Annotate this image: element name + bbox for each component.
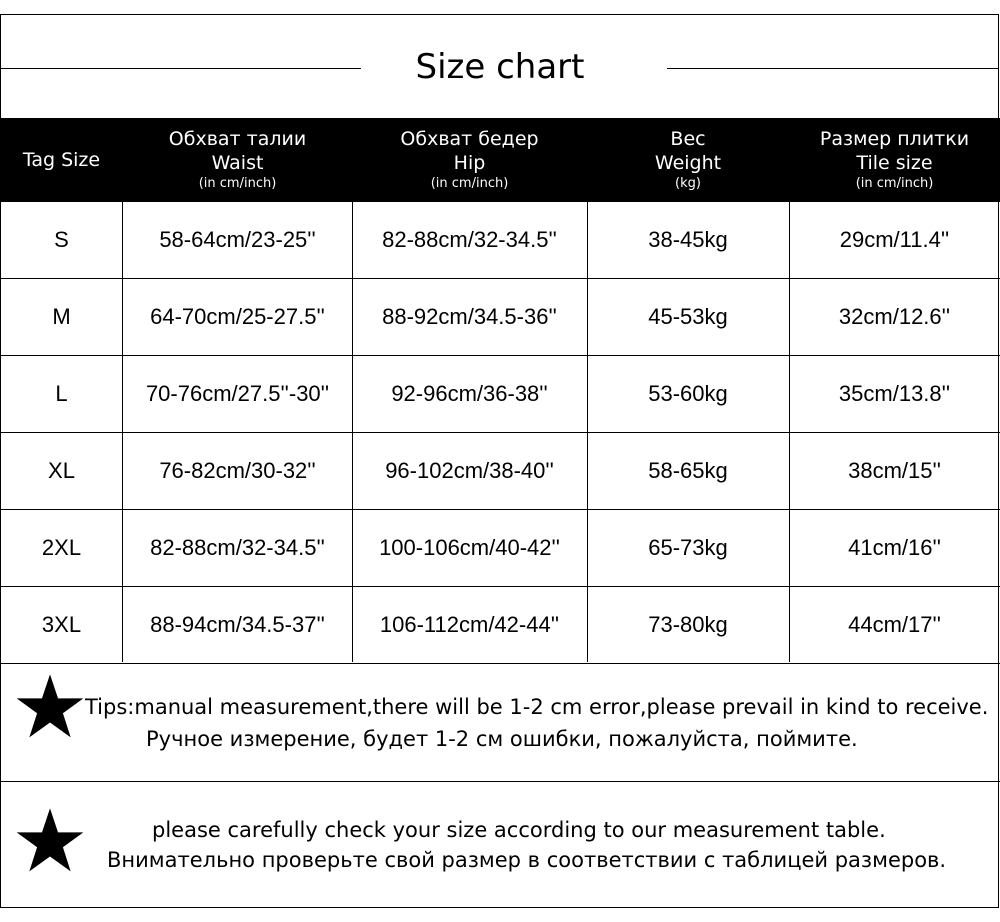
header-unit: (kg) xyxy=(675,176,701,191)
cell-tile-size: 44cm/17'' xyxy=(848,612,941,637)
cell-tag-size: 2XL xyxy=(41,535,82,560)
star-icon xyxy=(16,806,84,876)
header-label-ru: Вес xyxy=(670,128,706,150)
header-unit: (in cm/inch) xyxy=(198,176,277,191)
cell-weight: 58-65kg xyxy=(648,458,728,483)
cell-tile-size: 35cm/13.8'' xyxy=(838,381,951,406)
cell-hip: 100-106cm/40-42'' xyxy=(379,535,560,560)
cell-tag-size: M xyxy=(52,304,71,329)
table-row xyxy=(0,433,1000,510)
cell-weight: 65-73kg xyxy=(648,535,728,560)
header-label-ru: Обхват бедер xyxy=(400,128,539,150)
cell-tag-size: L xyxy=(55,381,68,406)
header-label: Hip xyxy=(453,152,486,174)
cell-tile-size: 38cm/15'' xyxy=(848,458,941,483)
tip-text-en: please carefully check your size according to our measurement table. xyxy=(152,818,886,842)
cell-hip: 92-96cm/36-38'' xyxy=(391,381,548,406)
table-row xyxy=(0,279,1000,356)
cell-hip: 88-92cm/34.5-36'' xyxy=(382,304,557,329)
cell-waist: 76-82cm/30-32'' xyxy=(159,458,316,483)
header-unit: (in cm/inch) xyxy=(430,176,509,191)
header-label-ru: Размер плитки xyxy=(819,128,970,150)
table-row xyxy=(0,587,1000,664)
table-row xyxy=(0,202,1000,279)
cell-hip: 106-112cm/42-44'' xyxy=(379,612,560,637)
header-tag-size xyxy=(0,118,123,202)
header-weight xyxy=(587,118,789,202)
cell-hip: 82-88cm/32-34.5'' xyxy=(382,227,557,252)
cell-tile-size: 32cm/12.6'' xyxy=(838,304,951,329)
title-left-rule xyxy=(0,68,361,69)
header-label: Weight xyxy=(654,152,722,174)
header-label: Waist xyxy=(211,152,264,174)
cell-waist: 82-88cm/32-34.5'' xyxy=(150,535,325,560)
table-header xyxy=(0,118,1000,202)
header-tile-size xyxy=(789,118,1000,202)
header-label-ru: Обхват талии xyxy=(168,128,307,150)
cell-waist: 64-70cm/25-27.5'' xyxy=(150,304,325,329)
tip-measurement xyxy=(0,662,1000,781)
header-label: Tile size xyxy=(856,152,933,174)
cell-weight: 45-53kg xyxy=(648,304,728,329)
cell-weight: 73-80kg xyxy=(648,612,728,637)
cell-weight: 53-60kg xyxy=(648,381,728,406)
header-unit: (in cm/inch) xyxy=(855,176,934,191)
header-label: Tag Size xyxy=(22,149,101,171)
tip-text-en: Tips:manual measurement,there will be 1-2 cm error,please prevail in kind to receive. xyxy=(85,695,989,719)
page-title: Size chart xyxy=(415,47,585,87)
cell-waist: 88-94cm/34.5-37'' xyxy=(150,612,325,637)
header-waist xyxy=(123,118,352,202)
cell-tile-size: 41cm/16'' xyxy=(848,535,941,560)
cell-hip: 96-102cm/38-40'' xyxy=(385,458,554,483)
table-row xyxy=(0,356,1000,433)
cell-waist: 70-76cm/27.5''-30'' xyxy=(145,381,330,406)
title-right-rule xyxy=(667,68,999,69)
tip-text-ru: Внимательно проверьте свой размер в соответствии с таблицей размеров. xyxy=(107,848,947,872)
cell-waist: 58-64cm/23-25'' xyxy=(159,227,316,252)
table-row xyxy=(0,510,1000,587)
header-hip xyxy=(352,118,587,202)
cell-weight: 38-45kg xyxy=(648,227,728,252)
tip-text-ru: Ручное измерение, будет 1-2 см ошибки, пожалуйста, поймите. xyxy=(146,727,858,751)
cell-tag-size: 3XL xyxy=(41,612,82,637)
tip-check-size xyxy=(0,782,1000,908)
cell-tile-size: 29cm/11.4'' xyxy=(839,227,950,252)
star-icon xyxy=(16,674,84,740)
cell-tag-size: XL xyxy=(48,458,75,483)
cell-tag-size: S xyxy=(54,227,69,252)
